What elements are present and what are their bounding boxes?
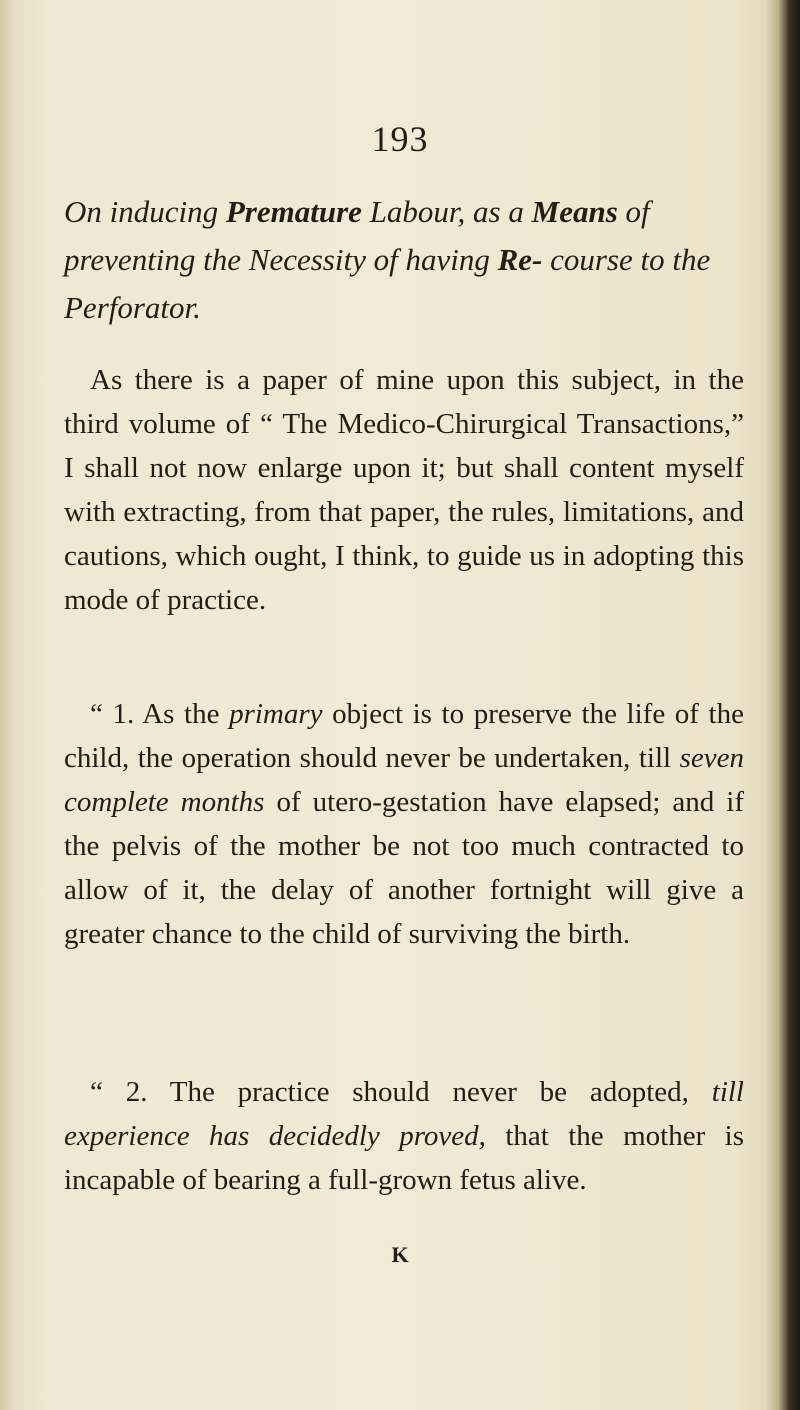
title-part-5: of preventing the Necessity of having bbox=[64, 194, 650, 277]
rule-1-emphasis-months: seven complete months bbox=[64, 742, 744, 818]
rule-1-text-b: object is to preserve the life of the child, the operation should never be undertaken, till bbox=[64, 698, 744, 774]
rule-2-text-a: “ 2. The practice should never be adopted, bbox=[90, 1076, 712, 1108]
rule-2-emphasis: till experience has decidedly proved, bbox=[64, 1076, 744, 1152]
title-part-7: course to the Perforator. bbox=[64, 242, 711, 325]
title-part-2: Premature bbox=[225, 194, 362, 229]
paragraph-rule-2 bbox=[64, 1070, 744, 1202]
paragraph-rule-1 bbox=[64, 692, 744, 956]
page-left-edge bbox=[0, 0, 14, 1410]
rule-1-text-c: of utero-gestation have elapsed; and if the pelvis of the mother be not too much contracted to allow of it, the delay of another fortnight will give a greater chance to the child of surviving the birth. bbox=[64, 786, 744, 950]
title-part-4: Means bbox=[531, 194, 618, 229]
rule-1-text-a: “ 1. As the bbox=[90, 698, 230, 730]
signature-mark: K bbox=[391, 1242, 409, 1267]
page-binding-shadow bbox=[764, 0, 800, 1410]
paragraph-intro: As there is a paper of mine upon this subject, in the third volume of “ The Medico-Chirurgical Transactions,” I shall not now enlarge upon it; but shall content myself with extracting, from that paper, the rules, limitations, and cautions, which ought, I think, to guide us in adopting this mode of practice. bbox=[64, 364, 744, 616]
title-part-3: Labour, as a bbox=[361, 194, 532, 229]
section-title bbox=[64, 188, 744, 332]
rule-2-text-b: that the mother is incapable of bearing a full-grown fetus alive. bbox=[64, 1120, 744, 1196]
title-part-1: On inducing bbox=[64, 194, 226, 229]
page-number: 193 bbox=[371, 119, 429, 159]
title-part-6: Re- bbox=[497, 242, 543, 277]
rule-1-emphasis-primary: primary bbox=[229, 698, 323, 730]
